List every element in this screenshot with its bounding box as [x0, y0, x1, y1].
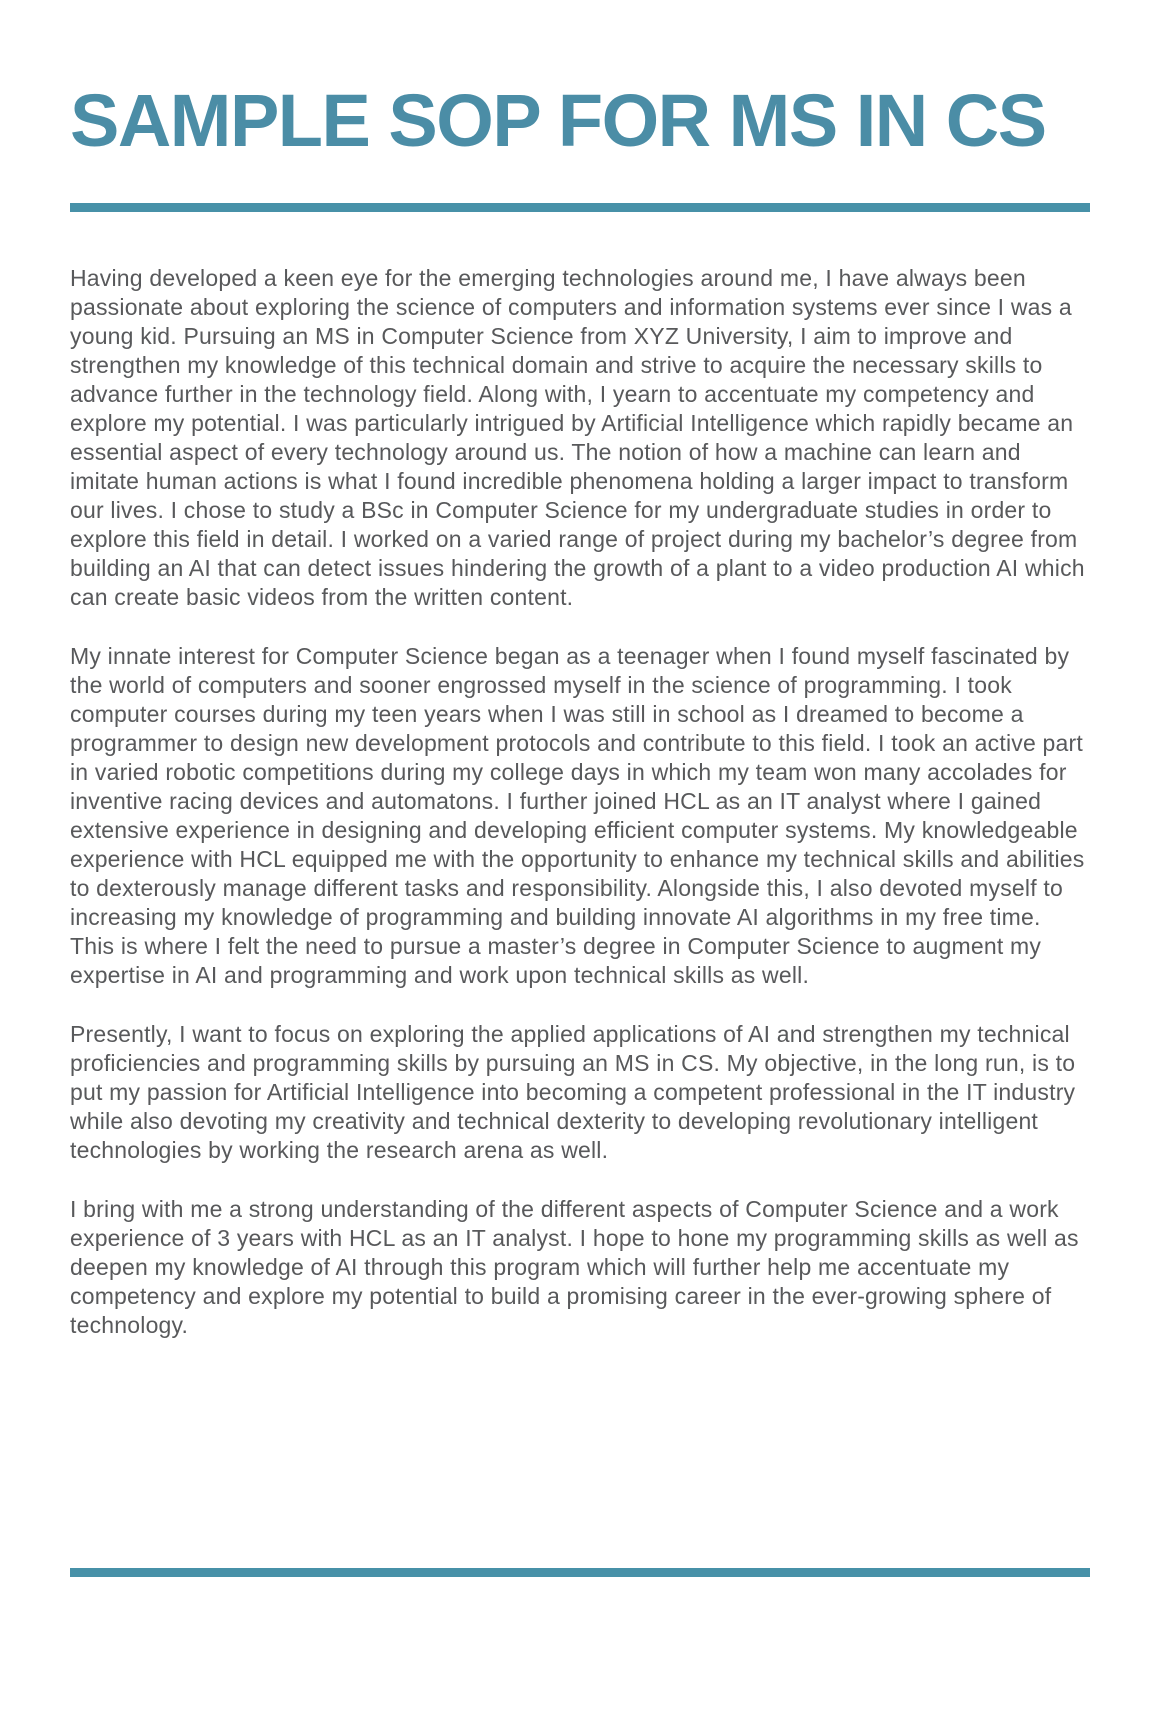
page-title: SAMPLE SOP FOR MS IN CS — [70, 79, 1046, 162]
footer-divider — [70, 1568, 1090, 1577]
title-divider — [70, 203, 1090, 212]
document-page — [0, 79, 1160, 1723]
paragraph-2: My innate interest for Computer Science began as a teenager when I found myself fascinated by the world of computers and sooner engrossed myself in the science of programming. I took computer courses during my teen years when I was still in school as I dreamed to become a programmer to design new development protocols and contribute to this field. I took an active part in varied robotic competitions during my college days in which my team won many accolades for inventive racing devices and automatons. I further joined HCL as an IT analyst where I gained extensive experience in designing and developing efficient computer systems. My knowledgeable experience with HCL equipped me with the opportunity to enhance my technical skills and abilities to dexterously manage different tasks and responsibility. Alongside this, I also devoted myself to increasing my knowledge of programming and building innovate AI algorithms in my free time. This is where I felt the need to pursue a master’s degree in Computer Science to augment my expertise in AI and programming and work upon technical skills as well. — [70, 643, 1085, 988]
document-body — [70, 264, 1090, 1568]
paragraph-1: Having developed a keen eye for the emerging technologies around me, I have always been passionate about exploring the science of computers and information systems ever since I was a young kid. Pursuing an MS in Computer Science from XYZ University, I aim to improve and strengthen my knowledge of this technical domain and strive to acquire the necessary skills to advance further in the technology field. Along with, I yearn to accentuate my competency and explore my potential. I was particularly intrigued by Artificial Intelligence which rapidly became an essential aspect of every technology around us. The notion of how a machine can learn and imitate human actions is what I found incredible phenomena holding a larger impact to transform our lives. I chose to study a BSc in Computer Science for my undergraduate studies in order to explore this field in detail. I worked on a varied range of project during my bachelor’s degree from building an AI that can detect issues hindering the growth of a plant to a video production AI which can create basic videos from the written content. — [70, 265, 1085, 610]
paragraph-4: I bring with me a strong understanding of the different aspects of Computer Science and a work experience of 3 years with HCL as an IT analyst. I hope to hone my programming skills as well as deepen my knowledge of AI through this program which will further help me accentuate my competency and explore my potential to build a promising career in the ever-growing sphere of technology. — [70, 1196, 1079, 1338]
paragraph-3: Presently, I want to focus on exploring the applied applications of AI and strengthen my technical proficiencies and programming skills by pursuing an MS in CS. My objective, in the long run, is to put my passion for Artificial Intelligence into becoming a competent professional in the IT industry while also devoting my creativity and technical dexterity to developing revolutionary intelligent technologies by working the research arena as well. — [70, 1021, 1076, 1163]
